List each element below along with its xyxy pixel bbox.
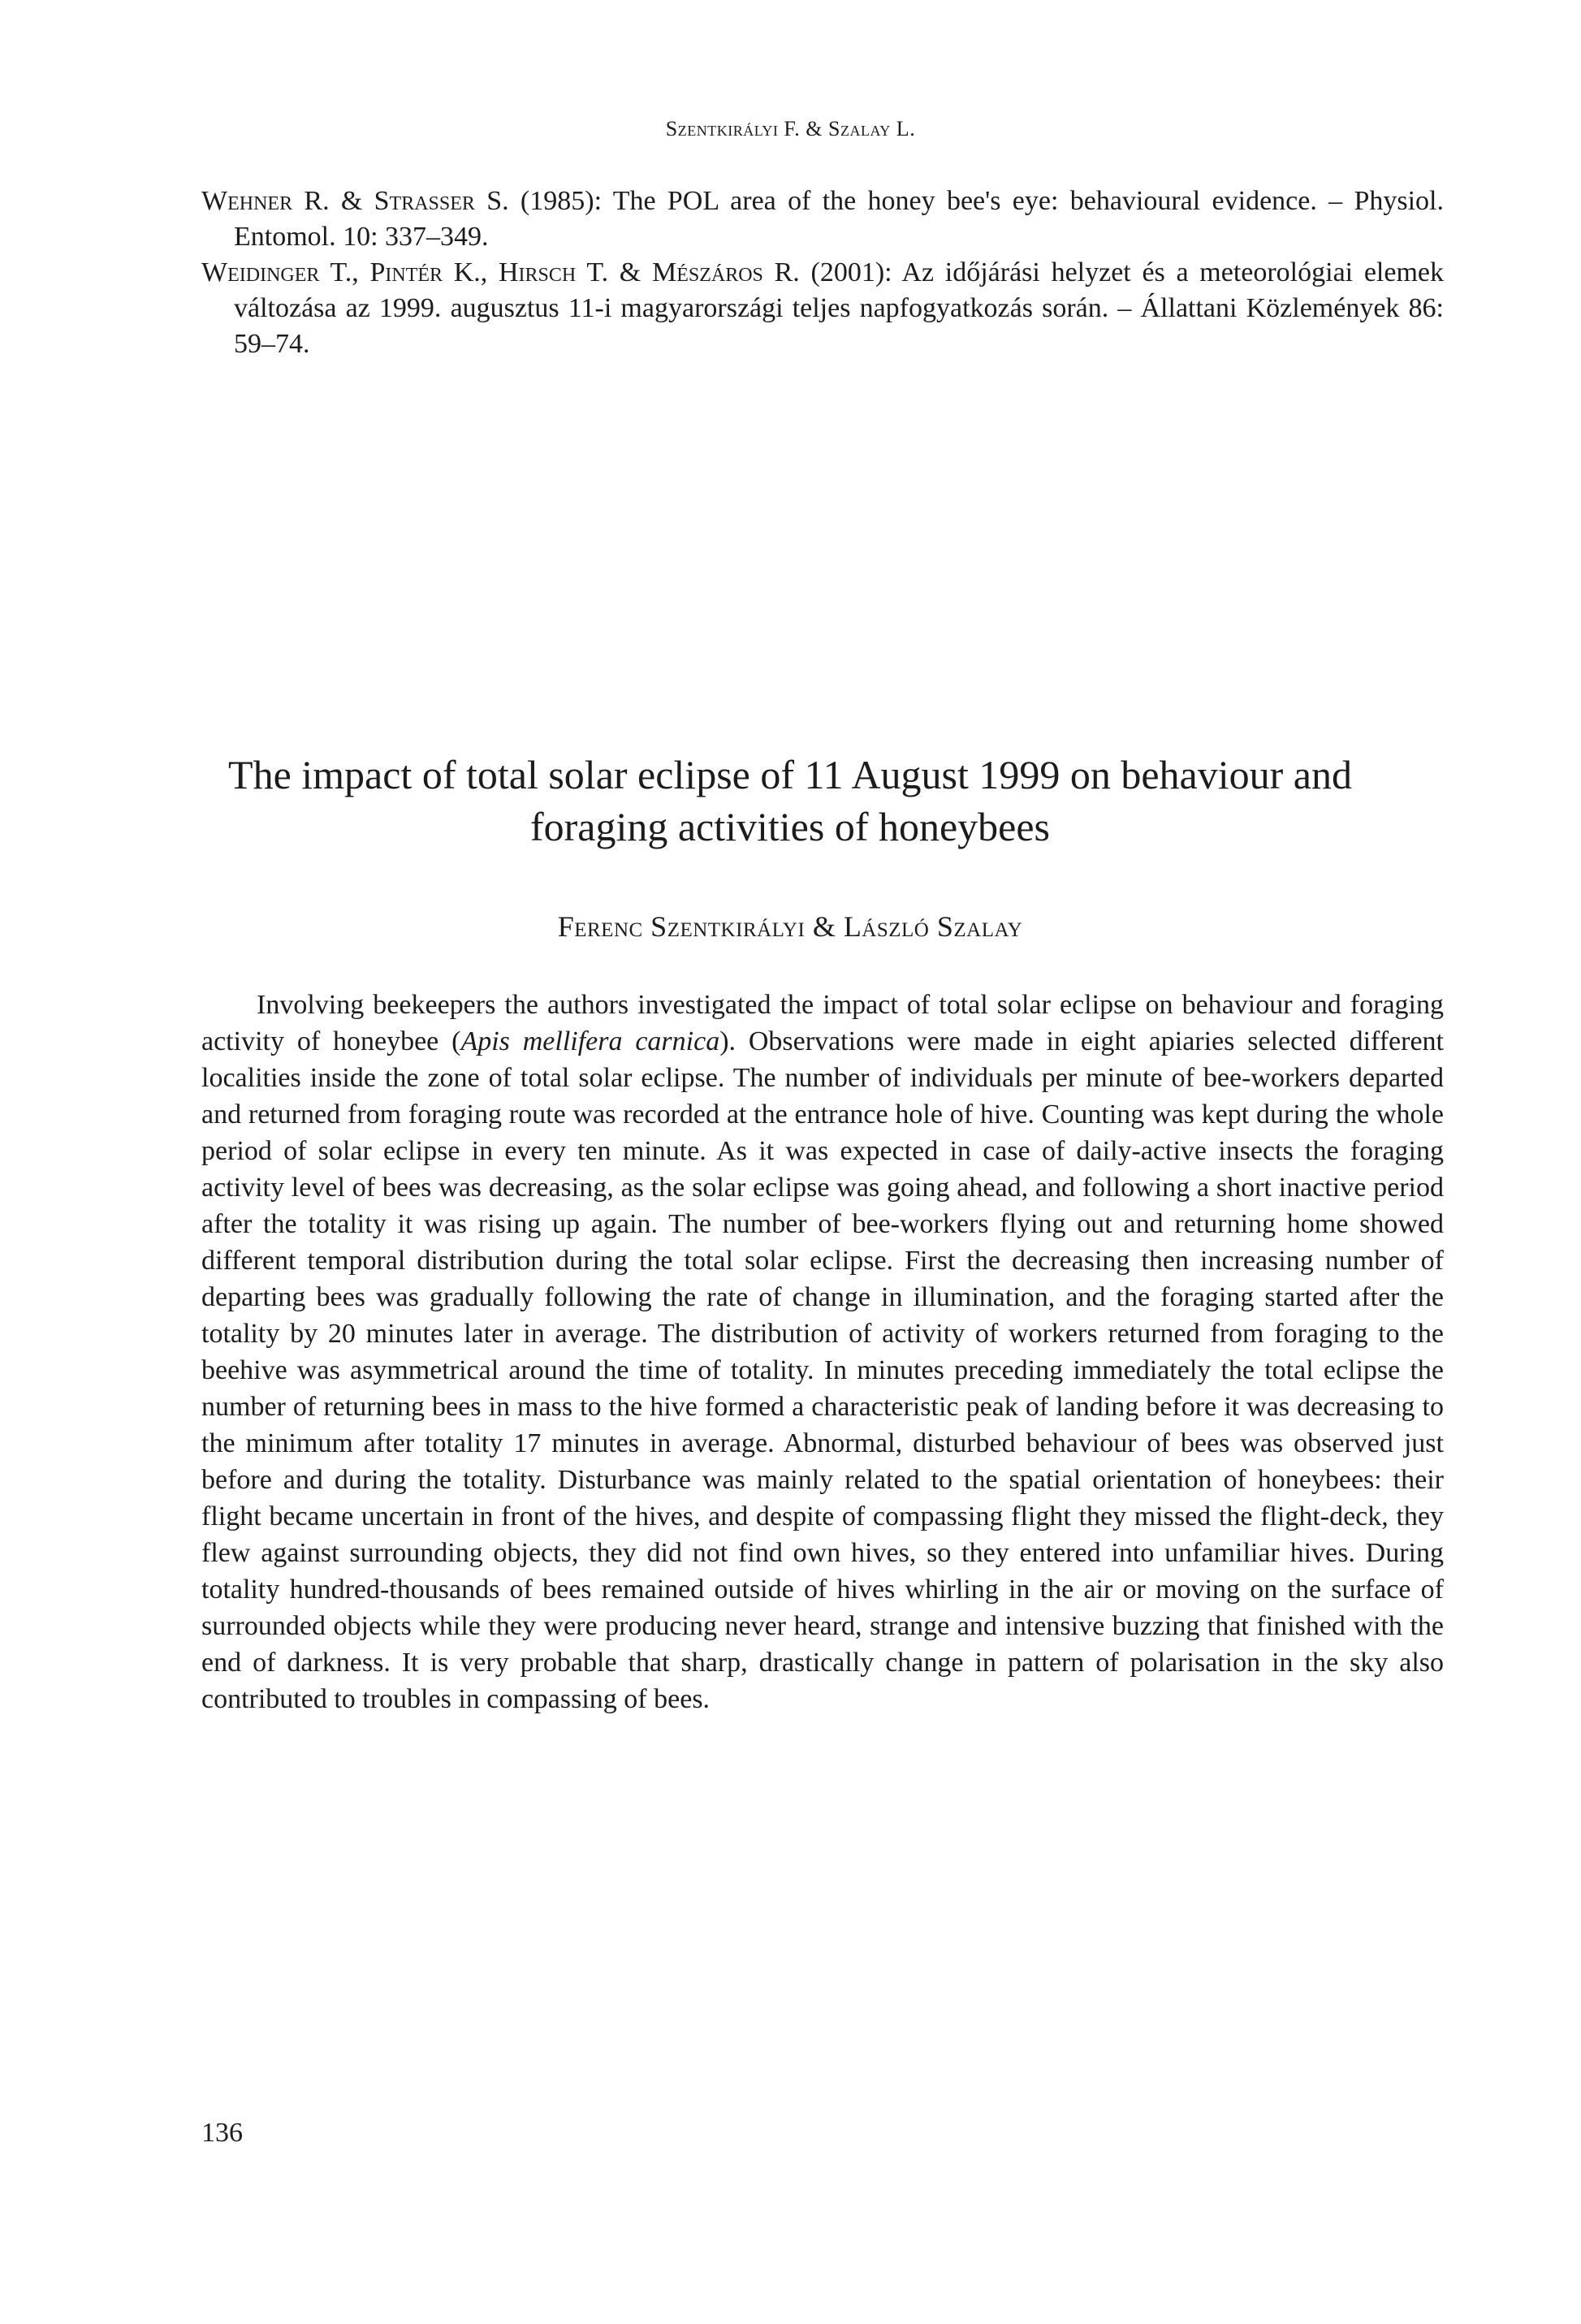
- article-title: The impact of total solar eclipse of 11 August 1999 on behaviour and foraging activities of honeybees: [228, 752, 1352, 849]
- article-authors: Ferenc Szentkirályi & László Szalay: [557, 910, 1023, 943]
- reference-item: [201, 255, 1444, 362]
- reference-details: (1985): The POL area of the honey bee's eye: behavioural evidence. – Physiol. Entomol. 10: 337–349.: [234, 186, 1444, 252]
- reference-authors: Wehner R. & Strasser S.: [201, 186, 509, 216]
- reference-item: [201, 184, 1444, 255]
- abstract: [201, 987, 1444, 1717]
- species-name: Apis mellifera carnica: [460, 1026, 720, 1056]
- page-number: 136: [201, 2118, 243, 2148]
- abstract-text-part: ). Observations were made in eight apiaries selected different localities inside the zone of total solar eclipse. The number of individuals per minute of bee-workers departed and returned from foraging route was recorded at the entrance hole of hive. Counting was kept during the whole period of solar eclipse in every ten minute. As it was expected in case of daily-active insects the foraging activity level of bees was decreasing, as the solar eclipse was going ahead, and following a short inactive period after the totality it was rising up again. The number of bee-workers flying out and returning home showed different temporal distribution during the total solar eclipse. First the decreasing then increasing number of departing bees was gradually following the rate of change in illumination, and the foraging started after the totality by 20 minutes later in average. The distribution of activity of workers returned from foraging to the beehive was asymmetrical around the time of totality. In minutes preceding immediately the total eclipse the number of returning bees in mass to the hive formed a characteristic peak of landing before it was decreasing to the minimum after totality 17 minutes in average. Abnormal, disturbed behaviour of bees was observed just before and during the totality. Disturbance was mainly related to the spatial orientation of honeybees: their flight became uncertain in front of the hives, and despite of compassing flight they missed the flight-deck, they flew against surrounding objects, they did not find own hives, so they entered into unfamiliar hives. During totality hundred-thousands of bees remained outside of hives whirling in the air or moving on the surface of surrounded objects while they were producing never heard, strange and intensive buzzing that finished with the end of darkness. It is very probable that sharp, drastically change in pattern of polarisation in the sky also contributed to troubles in compassing of bees.: [201, 1026, 1444, 1714]
- reference-list: [201, 184, 1444, 362]
- abstract-text-part: Involving beekeepers the authors investigated the impact of total solar eclipse on behaviour and foraging activity of honeybee (: [201, 990, 1444, 1056]
- running-head: Szentkirályi F. & Szalay L.: [665, 117, 916, 140]
- reference-details: (2001): Az időjárási helyzet és a meteorológiai elemek változása az 1999. augusztus 11-i magyarországi teljes napfogyatkozás során. – Állattani Közlemények 86: 59–74.: [234, 257, 1444, 359]
- reference-authors: Weidinger T., Pintér K., Hirsch T. & Mészáros R.: [201, 257, 800, 287]
